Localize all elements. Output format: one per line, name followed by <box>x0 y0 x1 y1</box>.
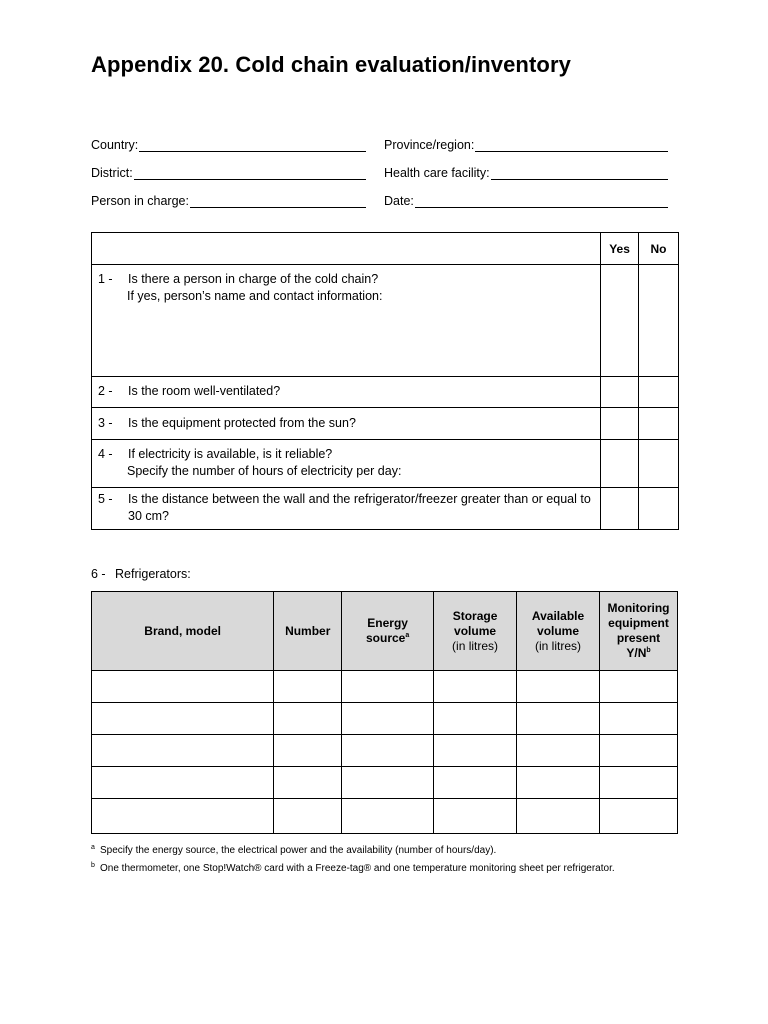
footnotes <box>91 842 615 878</box>
table-row <box>92 735 678 767</box>
yes-checkbox-cell[interactable] <box>601 488 639 530</box>
no-checkbox-cell[interactable] <box>639 408 679 440</box>
no-header: No <box>639 233 679 265</box>
table-cell[interactable] <box>434 799 517 834</box>
table-cell[interactable] <box>92 735 274 767</box>
brand-model-header: Brand, model <box>92 592 274 671</box>
facility-label: Health care facility: <box>384 166 490 180</box>
footnote-mark-b: b <box>646 647 651 654</box>
energy-source-header: Energy source$^a$ <box>342 592 434 671</box>
available-volume-header: Available volume (in litres) <box>517 592 600 671</box>
question-subtext: Specify the number of hours of electricity per day: <box>127 464 402 478</box>
question-cell <box>92 488 601 530</box>
table-cell[interactable] <box>342 735 434 767</box>
table-cell[interactable] <box>434 703 517 735</box>
country-label: Country: <box>91 138 139 152</box>
country-field[interactable] <box>91 134 366 152</box>
province-field[interactable] <box>384 134 668 152</box>
footnote-a: a Specify the energy source, the electrical power and the availability (number of hours/day). <box>91 844 497 856</box>
monitoring-equipment-header: Monitoring equipment present $Y/N^b$ <box>600 592 678 671</box>
table-cell[interactable] <box>274 671 342 703</box>
question-cell <box>92 265 601 377</box>
province-label: Province/region: <box>384 138 475 152</box>
table-cell[interactable] <box>434 735 517 767</box>
question-number: 2 - <box>98 384 113 398</box>
date-field[interactable] <box>384 190 668 208</box>
storage-volume-header: Storage volume (in litres) <box>434 592 517 671</box>
section-number: 6 - <box>91 567 106 581</box>
date-line[interactable] <box>415 195 668 208</box>
facility-line[interactable] <box>491 167 668 180</box>
question-number: 1 - <box>98 272 113 286</box>
person-field[interactable] <box>91 190 366 208</box>
table-cell[interactable] <box>92 671 274 703</box>
table-cell[interactable] <box>274 767 342 799</box>
question-row-3 <box>92 408 679 440</box>
question-cell <box>92 377 601 408</box>
table-cell[interactable] <box>600 767 678 799</box>
refrigerators-table <box>91 591 678 834</box>
table-row <box>92 671 678 703</box>
question-cell <box>92 408 601 440</box>
yes-checkbox-cell[interactable] <box>601 440 639 488</box>
facility-field[interactable] <box>384 162 668 180</box>
table-cell[interactable] <box>92 703 274 735</box>
table-row <box>92 799 678 834</box>
question-text: Is the room well-ventilated? <box>128 384 281 398</box>
no-checkbox-cell[interactable] <box>639 440 679 488</box>
table-cell[interactable] <box>274 703 342 735</box>
district-field[interactable] <box>91 162 366 180</box>
question-number: 3 - <box>98 416 113 430</box>
checklist-header-row <box>92 233 679 265</box>
question-text: Is the equipment protected from the sun? <box>128 416 356 430</box>
no-checkbox-cell[interactable] <box>639 488 679 530</box>
table-cell[interactable] <box>342 671 434 703</box>
yes-checkbox-cell[interactable] <box>601 377 639 408</box>
person-line[interactable] <box>190 195 366 208</box>
table-cell[interactable] <box>517 735 600 767</box>
no-checkbox-cell[interactable] <box>639 377 679 408</box>
table-cell[interactable] <box>517 671 600 703</box>
province-line[interactable] <box>475 139 668 152</box>
section-label: Refrigerators: <box>115 567 191 581</box>
date-label: Date: <box>384 194 414 208</box>
question-row-1 <box>92 265 679 377</box>
refrigerators-header-row <box>92 592 678 671</box>
table-cell[interactable] <box>274 799 342 834</box>
refrigerators-heading <box>91 567 191 581</box>
question-text: Is the distance between the wall and the refrigerator/freezer greater than or equal to 30 cm? <box>128 492 591 523</box>
question-row-5 <box>92 488 679 530</box>
table-cell[interactable] <box>434 767 517 799</box>
number-header: Number <box>274 592 342 671</box>
footnote-mark-a: a <box>405 632 410 639</box>
table-cell[interactable] <box>342 799 434 834</box>
table-cell[interactable] <box>600 735 678 767</box>
district-label: District: <box>91 166 133 180</box>
table-cell[interactable] <box>517 767 600 799</box>
question-number: 4 - <box>98 447 113 461</box>
checklist-table <box>91 232 679 530</box>
footnote-b: b One thermometer, one Stop!Watch® card with a Freeze-tag® and one temperature monitoring sheet per refrigerator. <box>91 862 615 874</box>
person-label: Person in charge: <box>91 194 189 208</box>
table-cell[interactable] <box>517 799 600 834</box>
page-title: Appendix 20. Cold chain evaluation/inventory <box>91 52 571 77</box>
question-cell <box>92 440 601 488</box>
table-cell[interactable] <box>274 735 342 767</box>
no-checkbox-cell[interactable] <box>639 265 679 377</box>
table-cell[interactable] <box>600 799 678 834</box>
yes-checkbox-cell[interactable] <box>601 265 639 377</box>
table-row <box>92 767 678 799</box>
country-line[interactable] <box>139 139 366 152</box>
table-cell[interactable] <box>600 703 678 735</box>
question-number: 5 - <box>98 492 113 506</box>
district-line[interactable] <box>134 167 366 180</box>
question-row-2 <box>92 377 679 408</box>
question-subtext: If yes, person’s name and contact information: <box>127 289 383 303</box>
table-row <box>92 703 678 735</box>
table-cell[interactable] <box>342 767 434 799</box>
question-row-4 <box>92 440 679 488</box>
yes-checkbox-cell[interactable] <box>601 408 639 440</box>
question-text: If electricity is available, is it reliable? <box>128 447 333 461</box>
yes-header: Yes <box>601 233 639 265</box>
table-cell[interactable] <box>600 671 678 703</box>
table-cell[interactable] <box>92 767 274 799</box>
table-cell[interactable] <box>342 703 434 735</box>
checklist-header-blank <box>92 233 601 265</box>
table-cell[interactable] <box>434 671 517 703</box>
table-cell[interactable] <box>92 799 274 834</box>
table-cell[interactable] <box>517 703 600 735</box>
question-text: Is there a person in charge of the cold chain? <box>128 272 379 286</box>
